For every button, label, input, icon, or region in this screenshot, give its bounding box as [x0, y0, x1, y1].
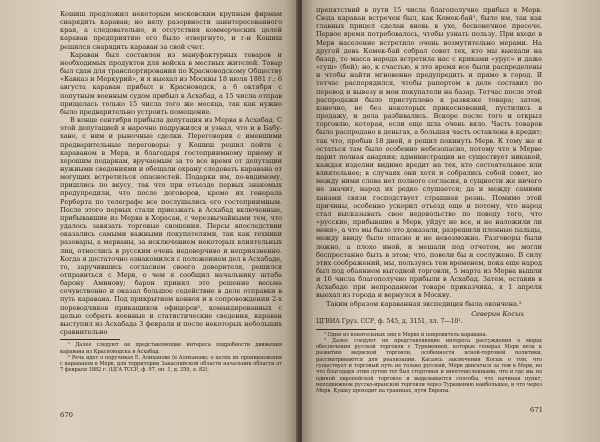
archive-reference: ЦГВИА Груз. ССР, ф. 545, д. 3151, лл. 7—10¹.: [316, 317, 463, 325]
paragraph: Кошиш предложил некоторым московским крупным фирмам снарядить караван; но вялу разорвности заинтересованного края, а следовательно, и отсутствия коммерческих целей караван предприятию его было отвергнуто, и г-н Кошиш решился снарядить караван за свой счет.: [60, 10, 282, 51]
page-number: 671: [530, 406, 543, 414]
footnote: ¹ Один из влиятельных лиц в Мерве и покровитель каравана.: [324, 331, 488, 338]
footnote-rule: [60, 339, 120, 340]
page-number: 670: [60, 411, 73, 419]
footnotes: [316, 332, 542, 395]
paragraph: В конце сентября прибыла депутация из Мерва в Асхабад. С этой депутацией я нарочно подружился и узнал, что и в Бабу-хане, с ним и рыночные сделки. Переговорив с имевшими предварительные переговоры: у Кошиш решил пойти с караваном в Мерв, и благодаря гостеприимному приему и хорошим подаркам, вручаемым за то все время от депутации нужными сведениями и обещали охрану следовать каравана от могущих встретиться опасностей. Подарки им, по-видимому, пришлись по вкусу, так что при отъезде первых знакомых предупредили, что после договоров, кроме их генерала Рерберта по телеграфе все послушались его гостеприимным. После этого первых стали приезжать в Асхабад включенные, прибывавшие из Мерва в Хорасан, с черезвычайными тем, что удалось завязать торговые сношения. Персы впоследствии оказались самыми важными покупателями, так как техники разовары, а мерваны, за исключением некоторых влиятельных лиц, отнеслись в русским очень недоверчиво и неприязненно. Когда я достаточно ознакомился с положением дел в Асхабаде, то, заручившись согласием своего доверителя, решился отправиться с Мерв, о чем я сообщил начальнику штаба барону Аминову; барон принял это решение весьма сочувственно и оказал большое содействие в деле отправки в путь каравана. Под прикрытием конвоя и в сопровождении 2-х переводчиков прикащиков офицеров², командированных с целью собрать военные и статистические сведения, караван выступил из Асхабада 3 февраля и после некоторых небольших сравнительно: [60, 116, 282, 337]
footnotes: [60, 342, 282, 373]
signature: Северин Косых: [471, 309, 524, 318]
left-page-text: [60, 10, 282, 374]
footnote: ¹ Далее следуют не представляющие интереса подробности движения каравана из Красноводска в Асхабад.: [60, 342, 282, 355]
footnote: ² Речь идет о поручиках Е. Алиханове (в Алиханове; о целях их проникновения с караваном в Мерв, для территории Закаспийской области начальник области от 7 февраля 1882 г. (ЦГА ТССР, ф. 97, оп. 1, д. 359, л. 82).: [60, 354, 282, 374]
paragraph: Караван был составлен из мануфактурных товаров и необходимых продуктов для войска в местных жителей. Товар был сдан для транспортирования по Красноводскому Обществу «Кавказ и Меркурий», и я выехал из Москвы 18 июля 1881 г.; 6 августа караван прибыл в Красноводск, а 6 октября с попутным военным судом прибыл в Асхабад, а 15 числа отправ прищелась только 15 числа того же месяца, так как нужно было предварительно устроить помещение.: [60, 50, 282, 116]
paragraph: препятствий в пути 15 числа благополучно прибыл в Мерв. Сюда караван встречен был, как Комек-бай¹, было им, так как главных прицел сделан вновь в ухе, бесконечное пресече. Первое время потребовалось, чтобы узнать пользу. При входе в Мерв население встретило очень возмутительно мерами. На другой день Комек-бай собрал совет тех, кто мы выехали на базар, то масса народа встретила нас с криками «урус» и даже «гуш» (бей); но, к счастью, в это время все были распределены и чтобы найти мгновенно предупредить и прямо в город. Я тотчас распорядился, чтобы рапортом в деле составил по перевод и вывезу и мои покупатели на базар. Тотчас после этой распродажи было приступлено к развязке товара; затем, конечно, не без некоторых прикосновений, пустились в продажу, и дела разбивались. Вскоре после того и открыл торговлю, которая, если еще шла очень вяло. Часть товаров было распродано в деньгах, а большая часть оставлена в кредит; так что, пробыв 18 дней, я решил покинуть Мерв. К тому же и остаться там было особенно небезопасно, потому что в Мерве царит полная анархия; администрации не существует никакой, каждая изделии видимо вредит на тех, кто состоятельнее или влиятельнее; в случаях они хотя и собрались собой совет, но между ними слова нет полного согласия, в сущности же ничего не значит, народ их редко слушается; да и между самими ханами связи господствует страшная рознь. Помимо этой причины, особенно ускорил отъезд еще и потому, что народ стал высказывать свое недовольство по поводу того, что «русские, прибывшие в Мерв, уйдут не все, и не наложили ли меня», а что мы было это доказали, разрешили пленные пальцы, между ввиду было опасно и не невозможно. Разговоры были ложно, а плохо иной, и мешали под отчетом, не могли беспрестанно быть в этом; что, повели бы и сослужено. В силу этих соображений, мы, пользуясь тем временем, пока еще народ был под обаянием выгодной торговли, 5 марта из Мерва вышли и 16 числа благополучно прибыли в Асхабад. Затем, оставив в Асхабаде при непроданном товаре приказчика, я 1 апреля выехал из города и вернулся в Москву.: [316, 6, 542, 300]
right-page: [302, 0, 600, 442]
footnote-rule: [316, 329, 376, 330]
paragraph: Таким образом караванная экспедиция была окончена.²: [326, 299, 522, 308]
left-page: [0, 0, 298, 442]
footnote: ² Далее следуют не представляющие интереса рассуждения о мерах обеспечения русской торговли с Туркменией, которые генерал Мерв вела к развитию мервской торговли, особенности ясной-торговой политики, рассматриваются для реализации. Касаясь заключения Косых о том, что существует и торговый путь не только русский, Мерв двигаться за тем в Мерв, но что благодаря этим путем тот был сторговых и многочисленными, что и где мы по единой европейской торговле и выделывается способы, что начиная пункт, неподвижном русско-иранской торговли через Туркмению наибольшее, и что через Мерв, Кушку проходит на границах, пути Европы.: [316, 337, 542, 395]
right-page-text: [316, 6, 542, 395]
